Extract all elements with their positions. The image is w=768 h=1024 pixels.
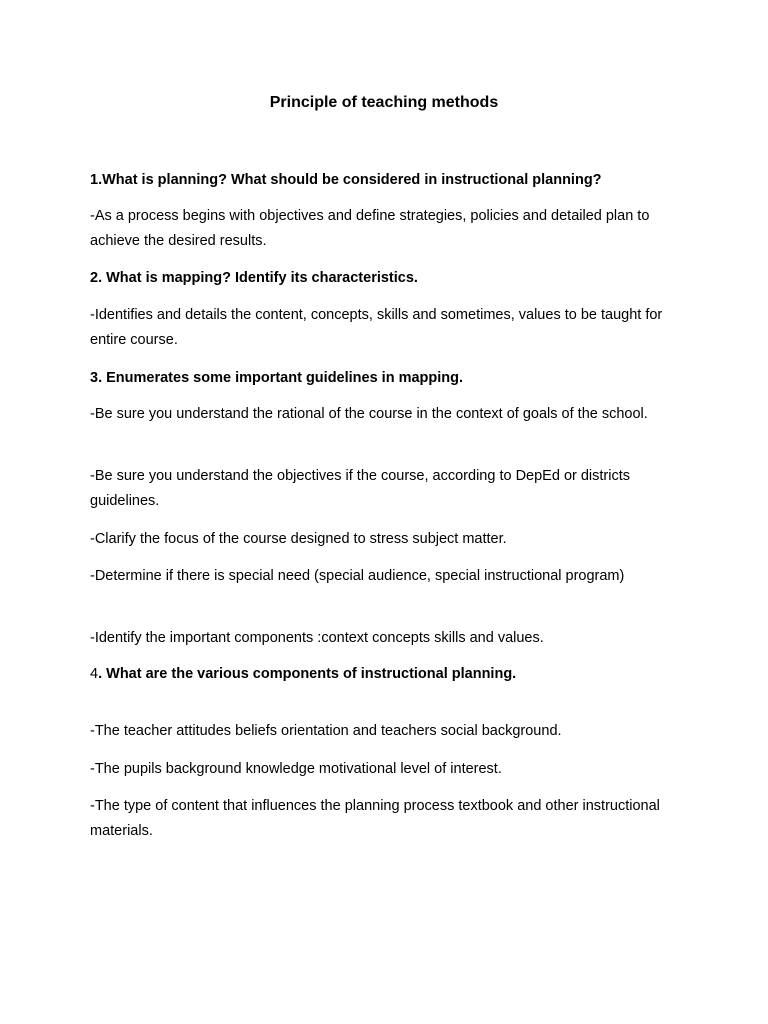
document-title: Principle of teaching methods [269, 94, 499, 111]
answer-3-item: -Clarify the focus of the course designed to stress subject matter. [90, 531, 507, 547]
answer-4-item: -The pupils background knowledge motivational level of interest. [90, 761, 502, 777]
question-1: 1.What is planning? What should be considered in instructional planning? [90, 172, 602, 188]
answer-4-item: -The type of content that influences the planning process textbook and other instructional materials. [90, 798, 660, 839]
answer-3-item: -Identify the important components :context concepts skills and values. [90, 630, 544, 646]
question-3: 3. Enumerates some important guidelines in mapping. [90, 370, 464, 386]
question-4 [90, 662, 680, 687]
answer-3-item: -Be sure you understand the rational of the course in the context of goals of the school. [90, 406, 648, 422]
question-2: 2. What is mapping? Identify its characteristics. [90, 270, 418, 286]
answer-3-item: -Determine if there is special need (special audience, special instructional program) [90, 568, 625, 584]
question-4-text: . What are the various components of instructional planning. [98, 666, 517, 682]
answer-4-item: -The teacher attitudes beliefs orientation and teachers social background. [90, 723, 562, 739]
answer-1: -As a process begins with objectives and define strategies, policies and detailed plan to achieve the desired results. [90, 208, 650, 249]
answer-3-item: -Be sure you understand the objectives if the course, according to DepEd or districts guidelines. [90, 468, 631, 509]
answer-2: -Identifies and details the content, concepts, skills and sometimes, values to be taught for entire course. [90, 307, 663, 348]
question-4-number: 4 [90, 666, 99, 682]
